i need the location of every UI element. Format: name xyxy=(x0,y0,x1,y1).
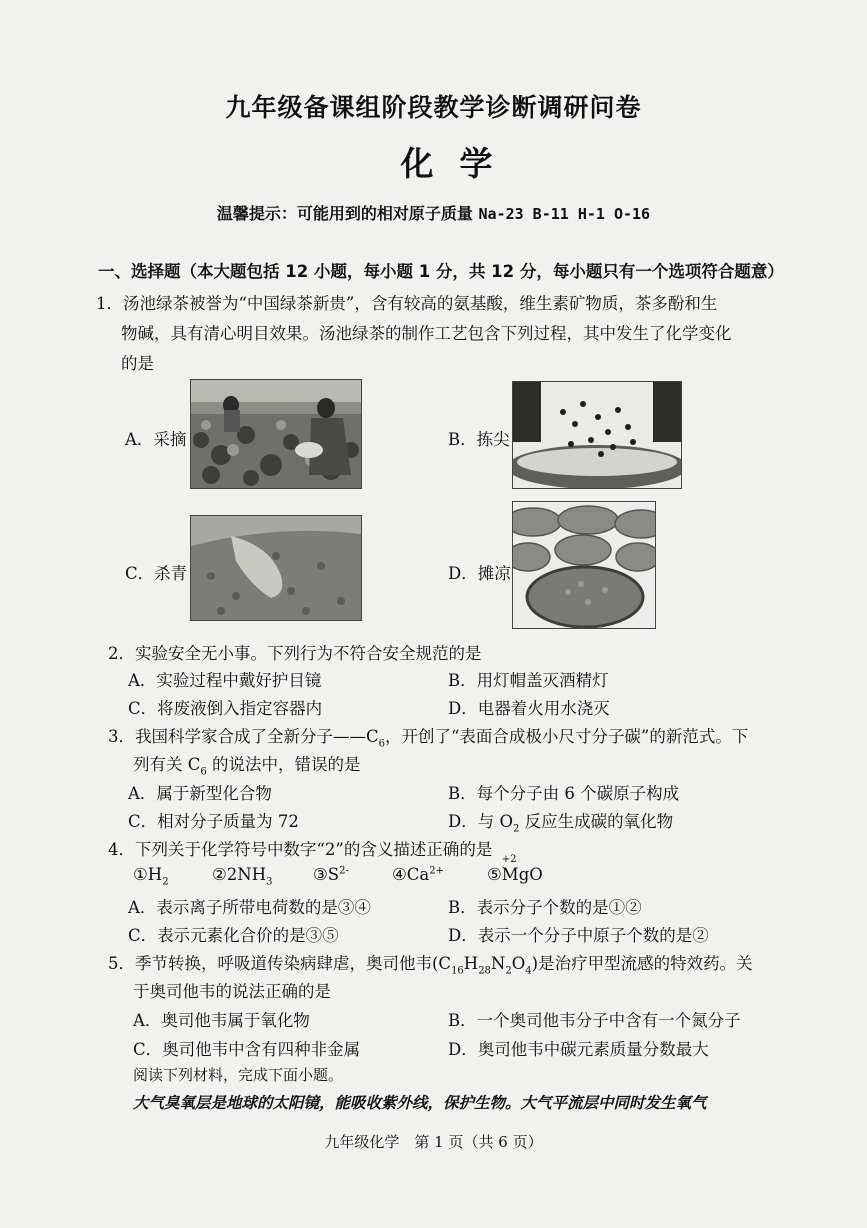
q4-symbol-1 xyxy=(133,865,169,887)
subject-title: 化学 xyxy=(400,144,519,183)
exam-title: 九年级备课组阶段教学诊断调研问卷 xyxy=(225,93,642,122)
q3-option-a[interactable]: A．属于新型化合物 xyxy=(128,784,272,803)
q1-option-b[interactable]: B．拣尖 xyxy=(448,430,510,449)
q5-formula-o: O xyxy=(511,954,526,973)
q5-line1-part-b: )是治疗甲型流感的特效药。关 xyxy=(531,954,753,973)
q4-stem: 4．下列关于化学符号中数字“2”的含义描述正确的是 xyxy=(108,840,493,859)
q4-option-c[interactable]: C．表示元素化合价的是③⑤ xyxy=(128,926,339,945)
q2-stem: 2．实验安全无小事。下列行为不符合安全规范的是 xyxy=(108,644,482,663)
q5-formula-c-count: 16 xyxy=(451,965,464,977)
q5-option-a[interactable]: A．奥司他韦属于氧化物 xyxy=(133,1011,310,1030)
q4-symbol-5-valence: +2 xyxy=(501,854,517,865)
q5-formula-h-count: 28 xyxy=(478,965,491,977)
q3-line1-subscript: 6 xyxy=(378,738,385,750)
tip-label: 温馨提示：可能用到的相对原子质量 xyxy=(216,204,473,223)
q5-option-b[interactable]: B．一个奥司他韦分子中含有一个氮分子 xyxy=(448,1011,741,1030)
q3-option-d-part-a: D．与 O xyxy=(448,812,514,831)
tea-picking-photo xyxy=(190,379,362,489)
q1-option-a[interactable]: A．采摘 xyxy=(125,430,187,449)
q4-symbol-2 xyxy=(212,865,273,887)
q4-symbol-5-element: M xyxy=(501,865,519,884)
q5-formula-n: N xyxy=(490,954,506,973)
q4-symbol-3-superscript: 2- xyxy=(339,865,349,877)
q4-symbol-4-text: ④Ca xyxy=(392,865,430,884)
q4-symbol-4 xyxy=(392,865,444,884)
q4-symbol-5-rest: gO xyxy=(518,865,543,884)
q5-formula-h: H xyxy=(463,954,479,973)
q3-option-d-subscript: 2 xyxy=(513,823,520,835)
q5-option-d[interactable]: D．奥司他韦中碳元素质量分数最大 xyxy=(448,1040,709,1059)
tip-line xyxy=(0,201,867,224)
q3-line2-subscript: 6 xyxy=(200,766,207,778)
q1-line3: 的是 xyxy=(121,354,154,373)
q3-line2 xyxy=(133,751,361,777)
section-heading: 一、选择题（本大题包括 12 小题，每小题 1 分，共 12 分，每小题只有一个选项符合题意） xyxy=(98,262,784,281)
q5-line2: 于奥司他韦的说法正确的是 xyxy=(133,982,331,1001)
q2-option-b[interactable]: B．用灯帽盖灭酒精灯 xyxy=(448,671,609,690)
atomic-masses: Na-23 B-11 H-1 O-16 xyxy=(478,205,651,223)
q3-option-d-part-b: 反应生成碳的氧化物 xyxy=(519,812,674,831)
q5-line1-part-a: 5．季节转换，呼吸道传染病肆虐，奥司他韦(C xyxy=(108,954,452,973)
q4-symbol-5 xyxy=(487,854,543,884)
q4-symbol-1-subscript: 2 xyxy=(162,876,169,888)
q1-line1: 1．汤池绿茶被誉为“中国绿茶新贵”，含有较高的氨基酸，维生素矿物质，茶多酚和生 xyxy=(96,294,718,313)
q4-symbol-3-text: ③S xyxy=(313,865,340,884)
q2-option-a[interactable]: A．实验过程中戴好护目镜 xyxy=(128,671,322,690)
page-footer: 九年级化学 第 1 页（共 6 页） xyxy=(324,1133,543,1151)
q4-symbol-4-superscript: 2+ xyxy=(429,865,445,877)
q3-option-d[interactable] xyxy=(448,808,673,834)
q3-option-b[interactable]: B．每个分子由 6 个碳原子构成 xyxy=(448,784,680,803)
q3-option-c[interactable]: C．相对分子质量为 72 xyxy=(128,812,299,831)
tea-cooling-photo xyxy=(512,501,656,629)
q2-option-d[interactable]: D．电器着火用水浇灭 xyxy=(448,699,610,718)
q4-symbol-2-subscript: 3 xyxy=(266,876,273,888)
q4-symbol-5-number: ⑤ xyxy=(487,865,502,884)
q5-formula-n-count: 2 xyxy=(505,965,512,977)
reading-text: 大气臭氧层是地球的太阳镜，能吸收紫外线，保护生物。大气平流层中同时发生氧气 xyxy=(133,1093,707,1112)
q1-line2: 物碱，具有清心明目效果。汤池绿茶的制作工艺包含下列过程，其中发生了化学变化 xyxy=(121,324,732,343)
q4-symbol-1-text: ①H xyxy=(133,865,163,884)
q4-symbol-3 xyxy=(313,865,349,884)
q4-symbol-2-text: ②2NH xyxy=(212,865,267,884)
q1-option-c[interactable]: C．杀青 xyxy=(125,564,188,583)
q4-option-b[interactable]: B．表示分子个数的是①② xyxy=(448,898,642,917)
q4-option-a[interactable]: A．表示离子所带电荷数的是③④ xyxy=(128,898,371,917)
q2-option-c[interactable]: C．将废液倒入指定容器内 xyxy=(128,699,323,718)
reading-intro: 阅读下列材料，完成下面小题。 xyxy=(133,1066,344,1084)
q1-option-d[interactable]: D．摊凉 xyxy=(448,564,511,583)
q3-line1 xyxy=(108,723,748,749)
q5-option-c[interactable]: C．奥司他韦中含有四种非金属 xyxy=(133,1040,361,1059)
q5-line1 xyxy=(108,950,753,976)
q3-line2-part-a: 列有关 C xyxy=(133,755,201,774)
q4-option-d[interactable]: D．表示一个分子中原子个数的是② xyxy=(448,926,709,945)
q5-formula-o-count: 4 xyxy=(525,965,532,977)
q3-line2-part-b: 的说法中，错误的是 xyxy=(206,755,361,774)
tea-sorting-photo xyxy=(512,381,682,489)
tea-fixing-photo xyxy=(190,515,362,621)
q3-line1-part-a: 3．我国科学家合成了全新分子——C xyxy=(108,727,379,746)
q3-line1-part-b: ，开创了“表面合成极小尺寸分子碳”的新范式。下 xyxy=(385,727,749,746)
